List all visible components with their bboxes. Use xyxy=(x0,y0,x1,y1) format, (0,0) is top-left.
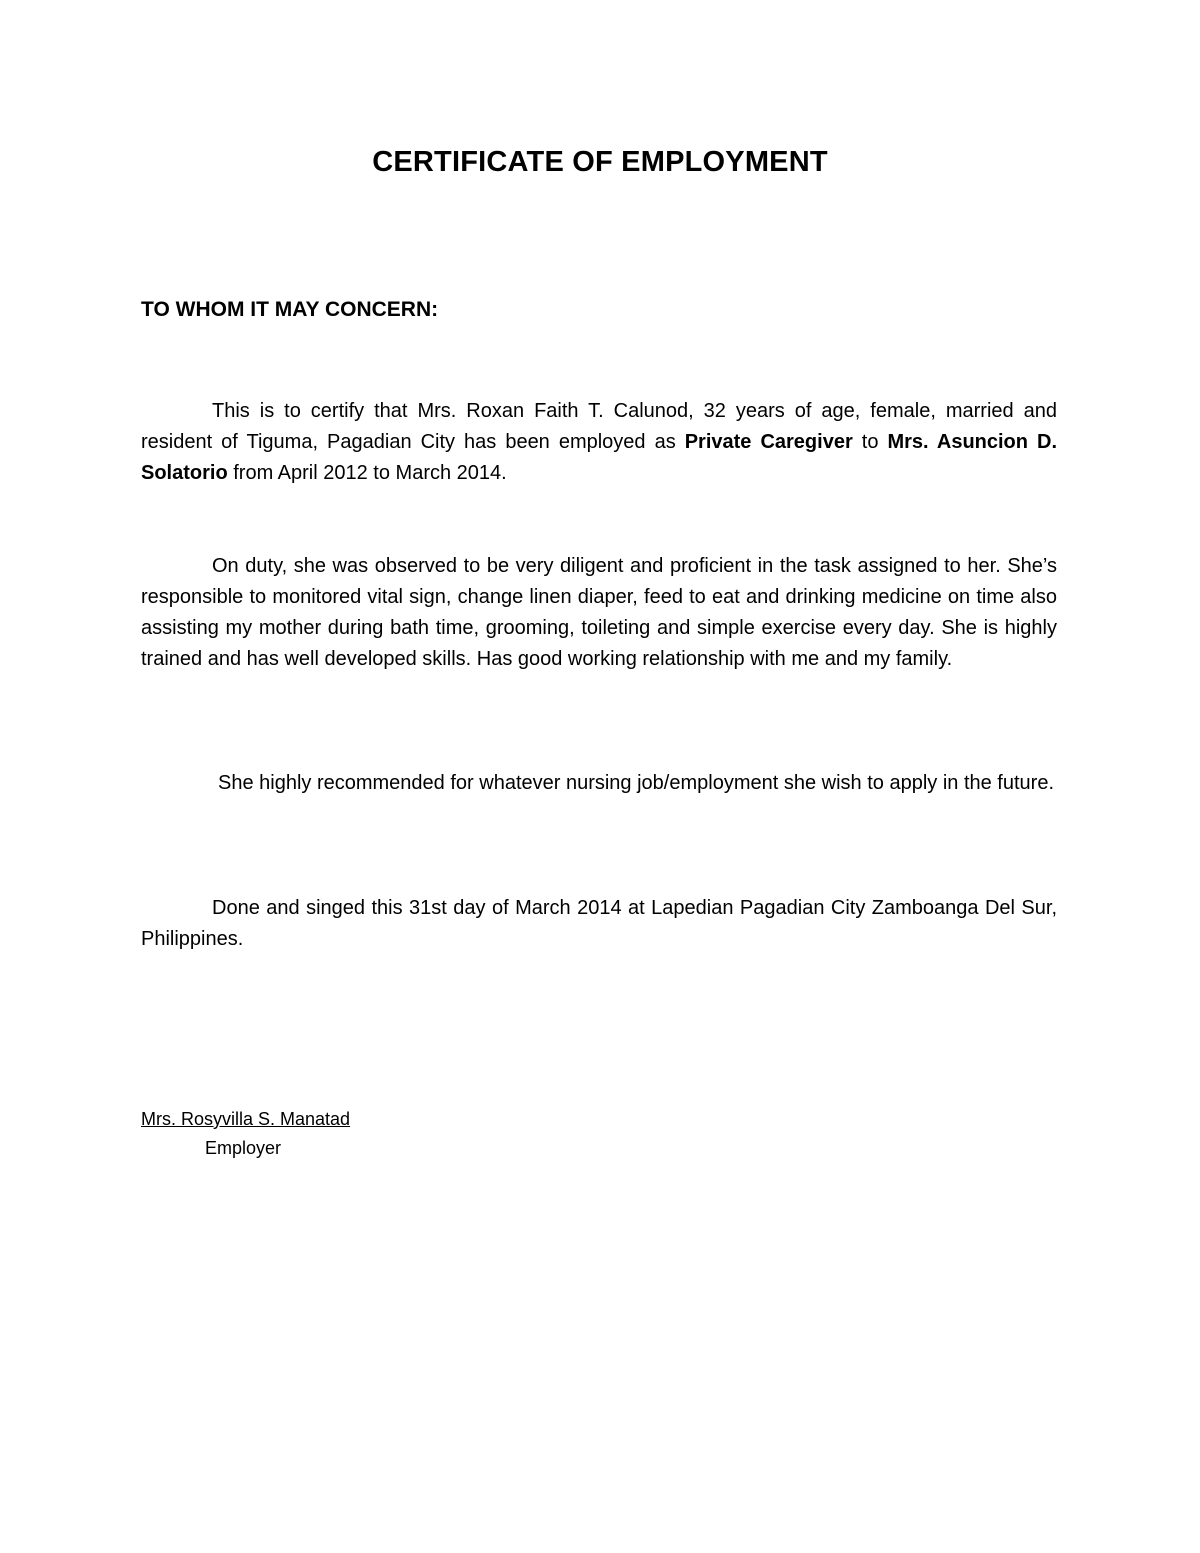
connector-text: to xyxy=(852,431,888,453)
signatory-name: Mrs. Rosyvilla S. Manatad xyxy=(141,1109,351,1129)
recommendation-paragraph: She highly recommended for whatever nursing job/employment she wish to apply in the future. xyxy=(218,772,1055,794)
position-title: Private Caregiver xyxy=(684,431,853,453)
employment-period: from April 2012 to March 2014. xyxy=(227,462,507,484)
signing-paragraph: Done and singed this 31st day of March 2014 at Lapedian Pagadian City Zamboanga Del Sur, Philippines. xyxy=(141,897,1057,950)
duties-paragraph: On duty, she was observed to be very diligent and proficient in the task assigned to her. She’s responsible to monitored vital sign, change linen diaper, feed to eat and drinking medicine on time also assisting my mother during bath time, grooming, toileting and simple exercise every day. She is highly trained and has well developed skills. Has good working relationship with me and my family. xyxy=(141,555,1057,670)
certification-intro: This is to certify that Mrs. Roxan Faith T. Calunod, 32 years of age, female, married and resident of Tiguma, Pagadian City has been employed as xyxy=(141,400,1057,453)
signatory-role: Employer xyxy=(205,1138,282,1158)
certification-paragraph xyxy=(141,396,1057,489)
employer-name: Mrs. Asuncion D. Solatorio xyxy=(141,431,1058,484)
document-title: CERTIFICATE OF EMPLOYMENT xyxy=(372,146,828,178)
salutation: TO WHOM IT MAY CONCERN: xyxy=(141,298,439,321)
